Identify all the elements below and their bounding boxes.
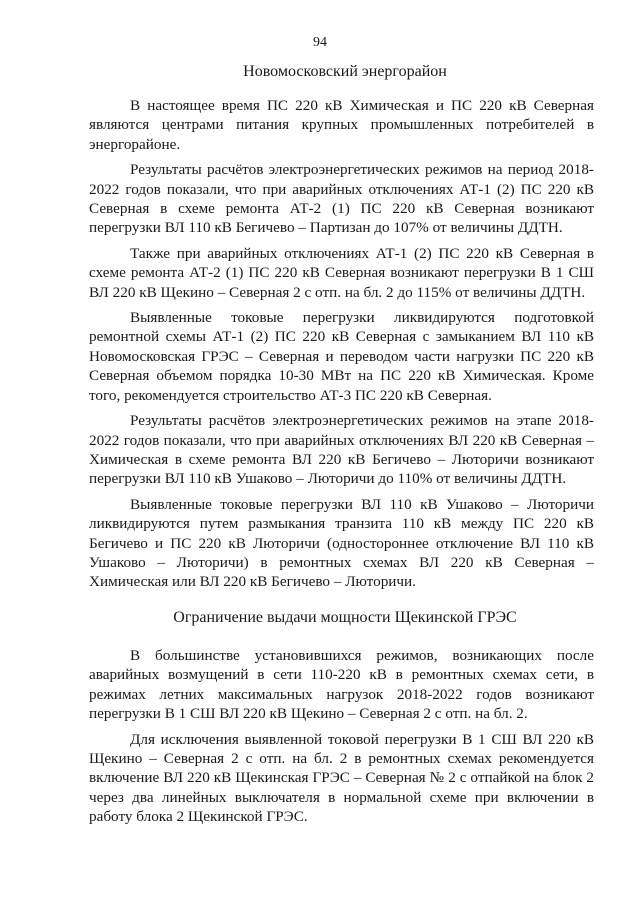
paragraph: Результаты расчётов электроэнергетических режимов на этапе 2018-2022 годов показали, что при аварийных отключениях ВЛ 220 кВ Северная – Химическая в схеме ремонта ВЛ 220 кВ Бегичево – Люторичи возникают перегрузки ВЛ 110 кВ Ушаково – Люторичи до 110% от величины ДДТН. — [89, 412, 594, 488]
paragraph: В большинстве установившихся режимов, возникающих после аварийных возмущений в сети 110-220 кВ в ремонтных схемах сети, в режимах летних максимальных нагрузок 2018-2022 годов возникают перегрузки В 1 СШ ВЛ 220 кВ Щекино – Северная 2 с отп. на бл. 2. — [89, 647, 594, 723]
paragraph: Выявленные токовые перегрузки ВЛ 110 кВ Ушаково – Люторичи ликвидируются путем размыкания транзита 110 кВ между ПС 220 кВ Бегичево и ПС 220 кВ Люторичи (одностороннее отключение ВЛ 110 кВ Ушаково – Люторичи) в ремонтных схемах ВЛ 220 кВ Северная – Химическая или ВЛ 220 кВ Бегичево – Люторичи. — [89, 495, 594, 591]
paragraph: Для исключения выявленной токовой перегрузки В 1 СШ ВЛ 220 кВ Щекино – Северная 2 с отп. на бл. 2 в ремонтных схемах рекомендуется включение ВЛ 220 кВ Щекинская ГРЭС – Северная № 2 с отпайкой на блок 2 через два линейных выключателя в нормальной схеме при включении в работу блока 2 Щекинской ГРЭС. — [89, 730, 594, 826]
paragraph: В настоящее время ПС 220 кВ Химическая и ПС 220 кВ Северная являются центрами питания крупных промышленных потребителей в энергорайоне. — [89, 97, 594, 153]
paragraph: Также при аварийных отключениях АТ-1 (2) ПС 220 кВ Северная в схеме ремонта АТ-2 (1) ПС 220 кВ Северная возникают перегрузки В 1 СШ ВЛ 220 кВ Щекино – Северная 2 с отп. на бл. 2 до 115% от величины ДДТН. — [89, 244, 594, 301]
section-body-shchekino-gres — [89, 646, 594, 833]
paragraph: Выявленные токовые перегрузки ликвидируются подготовкой ремонтной схемы АТ-1 (2) ПС 220 кВ Северная с замыканием ВЛ 110 кВ Новомосковская ГРЭС – Северная и переводом части нагрузки ПС 220 кВ Северная объемом порядка 10-30 МВт на ПС 220 кВ Химическая. Кроме того, рекомендуется строительство АТ-3 ПС 220 кВ Северная. — [89, 309, 594, 404]
page-number: 94 — [313, 35, 327, 50]
paragraph: Результаты расчётов электроэнергетических режимов на период 2018-2022 годов показали, что при аварийных отключениях АТ-1 (2) ПС 220 кВ Северная в схеме ремонта АТ-2 (1) ПС 220 кВ Северная возникают перегрузки ВЛ 110 кВ Бегичево – Партизан до 107% от величины ДДТН. — [89, 161, 594, 237]
section-heading-novomoskovsk: Новомосковский энергорайон — [243, 63, 447, 80]
section-heading-shchekino-gres: Ограничение выдачи мощности Щекинской ГРЭС — [173, 609, 517, 626]
section-body-novomoskovsk — [89, 96, 594, 598]
